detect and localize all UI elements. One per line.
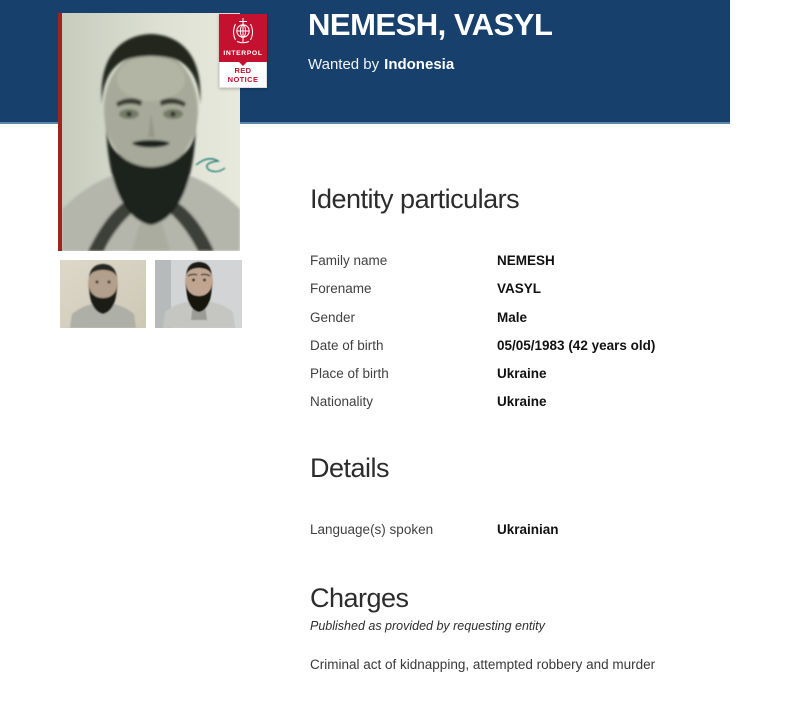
badge-red-panel [219,14,267,62]
red-notice-badge [219,14,267,88]
identity-row-nationality [310,391,780,419]
page-title: NEMESH, VASYL [308,7,553,42]
main-portrait-photo[interactable] [58,13,240,251]
main-portrait-image [62,13,240,251]
identity-rows [310,250,780,420]
details-section-heading: Details [310,453,390,483]
thumbnail-image-2 [155,260,242,328]
badge-org-label: INTERPOL [223,50,263,57]
details-rows [310,519,780,547]
thumbnail-image-1 [60,260,146,328]
badge-notch-icon [239,62,247,66]
row-label: Place of birth [310,366,389,382]
row-value: NEMESH [497,253,555,268]
identity-row-place-of-birth [310,363,780,391]
thumbnail-photo-2[interactable] [155,260,242,328]
row-value: Ukraine [497,394,547,410]
wanted-by-country: Indonesia [384,56,455,73]
row-label: Family name [310,253,388,268]
charges-disclaimer: Published as provided by requesting entity [310,619,545,633]
identity-row-date-of-birth [310,335,780,363]
identity-row-forename [310,278,780,306]
thumbnail-photo-1[interactable] [60,260,146,328]
wanted-by-prefix: Wanted by [308,56,380,73]
interpol-emblem-icon [228,17,258,45]
identity-section-heading: Identity particulars [310,184,520,214]
badge-notice-line2: NOTICE [227,74,259,84]
row-label: Nationality [310,394,374,410]
row-label: Language(s) spoken [310,522,434,537]
charges-section-heading: Charges [310,583,409,613]
row-label: Gender [310,309,356,325]
row-label: Date of birth [310,337,384,353]
charges-description: Criminal act of kidnapping, attempted robbery and murder [310,657,656,672]
identity-row-gender [310,307,780,335]
badge-notice-panel [219,62,267,88]
identity-row-family-name [310,250,780,278]
badge-notice-line1: RED [234,66,252,75]
row-value: VASYL [497,281,542,297]
row-value: 05/05/1983 (42 years old) [497,337,656,353]
row-value: Ukrainian [497,522,559,537]
row-value: Male [497,309,528,325]
details-row-languages [310,519,780,547]
notice-content [310,0,780,707]
row-value: Ukraine [497,366,547,382]
row-label: Forename [310,281,372,297]
